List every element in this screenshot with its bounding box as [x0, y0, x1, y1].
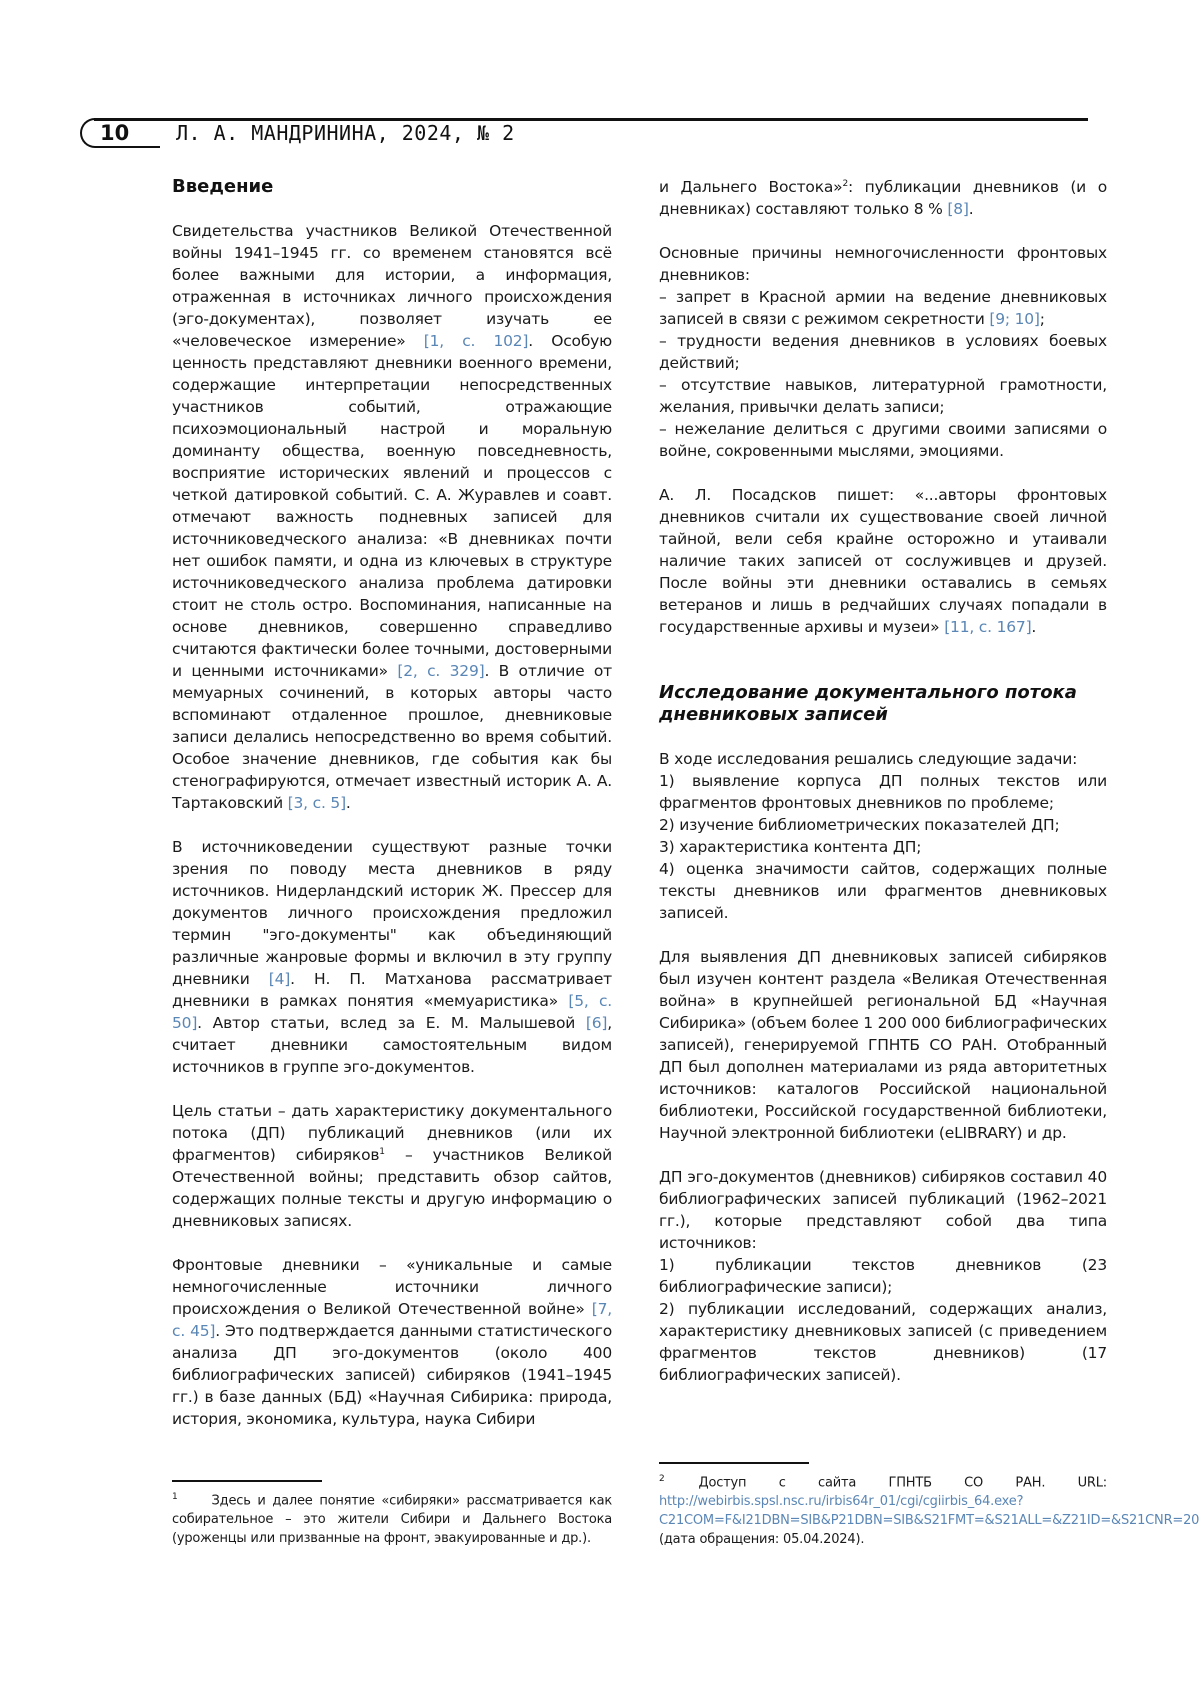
- reasons-list: [659, 286, 1107, 462]
- text-run: В источниковедении существуют разные точки зрения по поводу места дневников в ряду источников. Нидерландский историк Ж. Прессер для документов личного происхождения предложил термин "эго-документы" как объединяющий различные жанровые формы и включил в эту группу дневники: [172, 838, 612, 988]
- source-types-list: [659, 1254, 1107, 1386]
- text-run: – участников Великой Отечественной войны; представить обзор сайтов, содержащих полные тексты и другую информацию о дневниковых записях.: [172, 1146, 613, 1230]
- footnote-number: 1: [172, 1491, 178, 1502]
- citation-link[interactable]: [3, с. 5]: [287, 794, 346, 812]
- text-run: 2) изучение библиометрических показателей ДП;: [659, 816, 1060, 834]
- paragraph: [659, 242, 1107, 286]
- text-run: Фронтовые дневники – «уникальные и самые немногочисленные источники личного происхождения о Великой Отечественной войне»: [172, 1256, 612, 1318]
- paragraph: [659, 748, 1107, 770]
- tasks-list: [659, 770, 1107, 924]
- text-run: – отсутствие навыков, литературной грамотности, желания, привычки делать записи;: [659, 376, 1107, 416]
- text-run: ;: [1039, 310, 1045, 328]
- list-item: [659, 418, 1107, 462]
- text-run: Свидетельства участников Великой Отечественной войны 1941–1945 гг. со временем становятся всё более важными для истории, а информация, отраженная в источниках личного происхождения (эго-документах), позволяет изучать ее «человеческое измерение»: [172, 222, 612, 350]
- list-item: [659, 814, 1107, 836]
- text-run: 2) публикации исследований, содержащих анализ, характеристику дневниковых записей (с приведением фрагментов текстов дневников) (17 библиографических записей).: [659, 1300, 1107, 1384]
- text-run: Основные причины немногочисленности фронтовых дневников:: [659, 244, 1107, 284]
- text-run: – нежелание делиться с другими своими записями о войне, сокровенными мыслями, эмоциями.: [659, 420, 1107, 460]
- list-item: [659, 1298, 1107, 1386]
- footnote-marker: 2: [842, 178, 848, 189]
- footnote: [172, 1488, 612, 1548]
- text-run: 1) выявление корпуса ДП полных текстов или фрагментов фронтовых дневников по проблеме;: [659, 772, 1107, 812]
- citation-link[interactable]: http://webirbis.spsl.nsc.ru/irbis64r_01/cgi/cgiirbis_64.exe?C21COM=F&I21DBN=SIB&P21DBN=SIB&S21FMT=&S21ALL=&Z21ID=&S21CNR=20: [659, 1493, 1200, 1528]
- text-run: : публикации дневников (и о дневниках) составляют только 8 %: [659, 178, 1107, 218]
- text-run: Для выявления ДП дневниковых записей сибиряков был изучен контент раздела «Великая Отечественная война» в крупнейшей региональной БД «Научная Сибирика» (объем более 1 200 000 библиографических записей), генерируемой ГПНТБ СО РАН. Отобранный ДП был дополнен материалами из ряда авторитетных источников: каталогов Российской национальной библиотеки, Российской государственной библиотеки, Научной электронной библиотеки (eLIBRARY) и др.: [659, 948, 1107, 1142]
- paragraph: [172, 836, 612, 1078]
- text-run: 3) характеристика контента ДП;: [659, 838, 922, 856]
- footnote-area-left: [172, 1480, 612, 1548]
- text-run: Доступ с сайта ГПНТБ СО РАН. URL:: [698, 1474, 1107, 1490]
- text-run: А. Л. Посадсков пишет: «...авторы фронтовых дневников считали их существование своей личной тайной, вели себя крайне осторожно и утаивали наличие таких записей от сослуживцев и друзей. После войны эти дневники оставались в семьях ветеранов и лишь в редчайших случаях попадали в государственные архивы и музеи»: [659, 486, 1107, 636]
- text-run: .: [345, 794, 351, 812]
- list-item: [659, 1254, 1107, 1298]
- list-item: [659, 836, 1107, 858]
- running-header: [80, 118, 1088, 148]
- right-column: [659, 176, 1107, 1386]
- text-run: 1) публикации текстов дневников (23 библиографические записи);: [659, 1256, 1107, 1296]
- text-run: . Н. П. Матханова рассматривает дневники в рамках понятия «мемуаристика»: [172, 970, 612, 1010]
- citation-link[interactable]: [8]: [947, 200, 969, 218]
- citation-link[interactable]: [5, с. 50]: [172, 992, 612, 1032]
- text-run: Цель статьи – дать характеристику документального потока (ДП) публикаций дневников (или их фрагментов) сибиряков: [172, 1102, 612, 1164]
- footnote-rule: [172, 1480, 322, 1482]
- journal-citation: Л. А. МАНДРИНИНА, 2024, № 2: [176, 121, 515, 145]
- footnote-rule: [659, 1462, 809, 1464]
- text-run: . Это подтверждается данными статистического анализа ДП эго-документов (около 400 библиографических записей) сибиряков (1941–1945 гг.) в базе данных (БД) «Научная Сибирика: природа, история, экономика, культура, наука Сибири: [172, 1322, 612, 1428]
- citation-link[interactable]: [1, с. 102]: [423, 332, 529, 350]
- text-run: , считает дневники самостоятельным видом источников в группе эго-документов.: [172, 1014, 612, 1076]
- text-run: (дата обращения: 05.04.2024).: [659, 1531, 865, 1547]
- text-run: – запрет в Красной армии на ведение дневниковых записей в связи с режимом секретности: [659, 288, 1107, 328]
- text-run: ДП эго-документов (дневников) сибиряков составил 40 библиографических записей публикаций (1962–2021 гг.), которые представляют собой два типа источников:: [659, 1168, 1107, 1252]
- section-heading: Исследование документального потока дневниковых записей: [659, 682, 1077, 725]
- text-run: – трудности ведения дневников в условиях боевых действий;: [659, 332, 1107, 372]
- citation-link[interactable]: [2, с. 329]: [397, 662, 485, 680]
- paragraph: [659, 484, 1107, 638]
- list-item: [659, 858, 1107, 924]
- paragraph: [659, 946, 1107, 1144]
- text-run: . Особую ценность представляют дневники военного времени, содержащие интерпретации непосредственных участников событий, отражающие психоэмоциональный настрой и моральную доминанту общества, военную повседневность, восприятие исторических явлений и процессов с четкой датировкой событий. С. А. Журавлев и соавт. отмечают важность подневных записей для источниковедческого анализа: «В дневниках почти нет ошибок памяти, и одна из ключевых в структуре источниковедческого анализа проблема датировки стоит не столь остро. Воспоминания, написанные на основе дневников, совершенно справедливо считаются фактически более точными, достоверными и ценными источниками»: [172, 332, 613, 680]
- list-item: [659, 286, 1107, 330]
- list-item: [659, 770, 1107, 814]
- list-item: [659, 374, 1107, 418]
- intro-heading: Введение: [172, 176, 274, 197]
- text-run: .: [1031, 618, 1037, 636]
- paragraph: [172, 1100, 612, 1232]
- text-run: 4) оценка значимости сайтов, содержащих полные тексты дневников или фрагментов дневниковых записей.: [659, 860, 1107, 922]
- citation-link[interactable]: [4]: [268, 970, 291, 988]
- text-run: .: [968, 200, 974, 218]
- text-run: и Дальнего Востока»: [659, 178, 843, 196]
- text-run: . Автор статьи, вслед за Е. М. Малышевой: [197, 1014, 586, 1032]
- paragraph: [172, 220, 612, 814]
- text-run: . В отличие от мемуарных сочинений, в которых авторы часто вспоминают отдаленное прошлое, дневниковые записи делались непосредственно во время событий. Особое значение дневников, где события как бы стенографируются, отмечает известный историк А. А. Тартаковский: [172, 662, 612, 812]
- paragraph: [659, 176, 1107, 220]
- footnote-marker: 1: [379, 1146, 385, 1157]
- footnote: [659, 1470, 1200, 1549]
- citation-link[interactable]: [11, с. 167]: [944, 618, 1032, 636]
- paragraph: [659, 1166, 1107, 1254]
- footnote-number: 2: [659, 1473, 665, 1484]
- paragraph: [172, 1254, 612, 1430]
- list-item: [659, 330, 1107, 374]
- text-run: Здесь и далее понятие «сибиряки» рассматривается как собирательное – это жители Сибири и Дальнего Востока (уроженцы или призванные на фронт, эвакуированные и др.).: [172, 1492, 612, 1546]
- footnote-area-right: [659, 1462, 1200, 1549]
- citation-link[interactable]: [6]: [585, 1014, 608, 1032]
- text-run: В ходе исследования решались следующие задачи:: [659, 750, 1078, 768]
- citation-link[interactable]: [9; 10]: [989, 310, 1040, 328]
- citation-link[interactable]: [7, с. 45]: [172, 1300, 612, 1340]
- left-column: [172, 176, 612, 1430]
- page-number: 10: [100, 121, 130, 145]
